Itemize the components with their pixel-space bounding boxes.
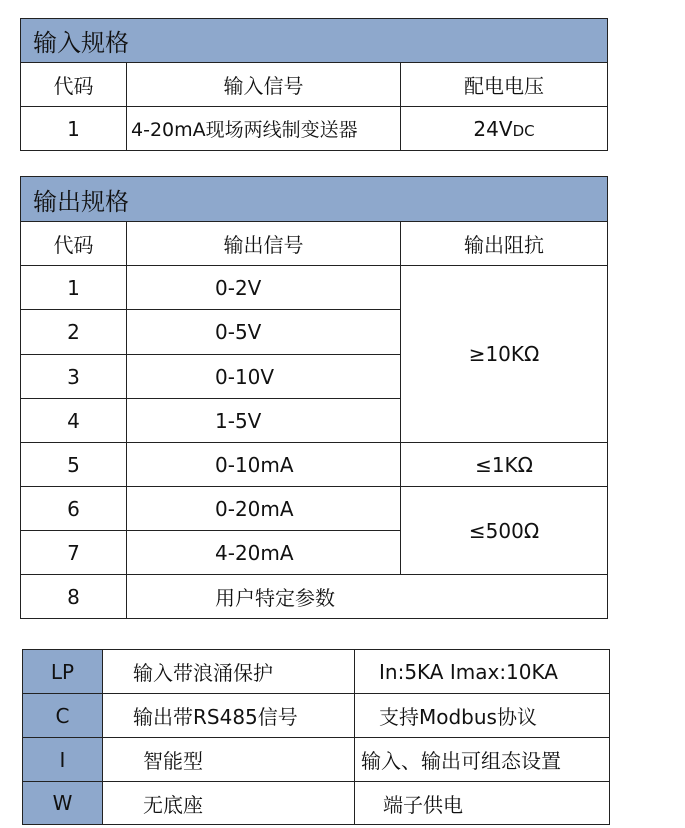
row-code: 2: [21, 310, 127, 355]
impedance-cell: ≥10KΩ: [401, 266, 608, 443]
table-row: [21, 575, 608, 619]
option-desc: 智能型: [103, 738, 355, 782]
header-input-signal: 输入信号: [127, 63, 401, 107]
impedance-cell: ≤500Ω: [401, 487, 608, 575]
row-output-signal: 0-10V: [127, 355, 401, 399]
option-code: I: [23, 738, 103, 782]
row-code: 7: [21, 531, 127, 575]
row-code: 1: [21, 107, 127, 151]
row-code: 6: [21, 487, 127, 531]
output-spec-title: 输出规格: [21, 177, 608, 222]
header-supply-voltage: 配电电压: [401, 63, 608, 107]
option-desc: 输出带RS485信号: [103, 694, 355, 738]
row-input-signal: 4-20mA现场两线制变送器: [127, 107, 401, 151]
row-output-signal: 0-5V: [127, 310, 401, 355]
voltage-value: 24V: [473, 116, 513, 141]
table-row: [21, 443, 608, 487]
input-spec-title-row: [21, 19, 608, 63]
option-note: 端子供电: [355, 782, 610, 825]
options-table: [22, 649, 610, 825]
option-desc: 无底座: [103, 782, 355, 825]
option-note: In:5KA Imax:10KA: [355, 650, 610, 694]
input-spec-table: [20, 18, 608, 151]
row-output-signal: 用户特定参数: [127, 575, 608, 619]
row-output-signal: 0-20mA: [127, 487, 401, 531]
row-code: 4: [21, 399, 127, 443]
row-code: 3: [21, 355, 127, 399]
option-code: C: [23, 694, 103, 738]
option-note: 输入、输出可组态设置: [355, 738, 610, 782]
option-desc: 输入带浪涌保护: [103, 650, 355, 694]
row-code: 5: [21, 443, 127, 487]
table-row: [21, 107, 608, 151]
table-row: [23, 694, 610, 738]
option-code: W: [23, 782, 103, 825]
row-output-signal: 4-20mA: [127, 531, 401, 575]
output-spec-table: [20, 176, 608, 619]
table-row: [21, 487, 608, 531]
option-code: LP: [23, 650, 103, 694]
impedance-cell: ≤1KΩ: [401, 443, 608, 487]
output-spec-header-row: [21, 222, 608, 266]
row-output-signal: 0-10mA: [127, 443, 401, 487]
voltage-unit: DC: [512, 121, 535, 140]
row-supply-voltage: [401, 107, 608, 151]
row-code: 8: [21, 575, 127, 619]
table-row: [23, 782, 610, 825]
header-code: 代码: [21, 63, 127, 107]
row-code: 1: [21, 266, 127, 310]
table-row: [23, 738, 610, 782]
option-note: 支持Modbus协议: [355, 694, 610, 738]
table-row: [23, 650, 610, 694]
row-output-signal: 1-5V: [127, 399, 401, 443]
input-spec-header-row: [21, 63, 608, 107]
header-output-signal: 输出信号: [127, 222, 401, 266]
header-code: 代码: [21, 222, 127, 266]
row-output-signal: 0-2V: [127, 266, 401, 310]
output-spec-title-row: [21, 177, 608, 222]
table-row: [21, 266, 608, 310]
header-output-impedance: 输出阻抗: [401, 222, 608, 266]
input-spec-title: 输入规格: [21, 19, 608, 63]
